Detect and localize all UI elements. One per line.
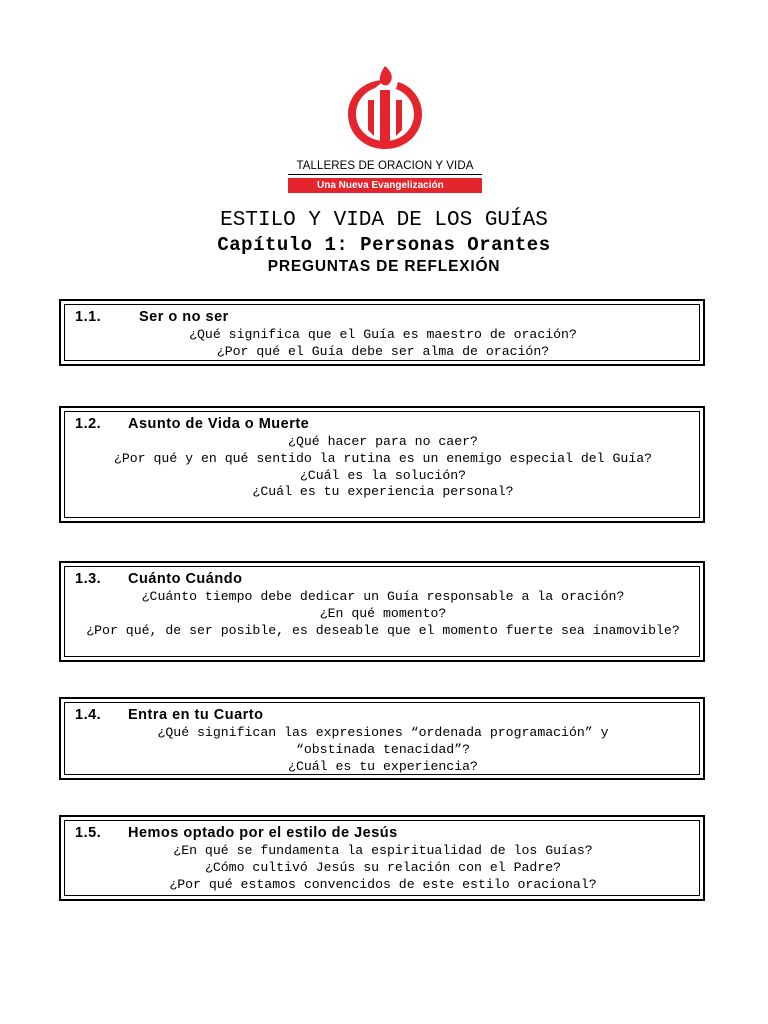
section-number: 1.5.: [75, 825, 102, 841]
section-title: Hemos optado por el estilo de Jesús: [128, 825, 398, 841]
question-list: [75, 843, 691, 893]
question-list: [75, 434, 691, 501]
question-item: ¿En qué momento?: [319, 605, 447, 621]
section-heading: [75, 309, 691, 326]
question-item: ¿Cómo cultivó Jesús su relación con el Padre?: [204, 859, 562, 875]
question-list: [75, 589, 691, 639]
question-item: ¿Por qué el Guía debe ser alma de oración?: [216, 343, 550, 359]
section-heading: [75, 571, 691, 588]
document-header: [0, 208, 768, 277]
logo-tagline: Una Nueva Evangelización: [288, 178, 482, 193]
flame-cross-emblem-icon: [288, 66, 482, 158]
question-item: ¿Qué hacer para no caer?: [288, 434, 478, 449]
question-item: ¿Qué significan las expresiones “ordenada programación” y “obstinada tenacidad”?: [157, 725, 609, 757]
question-box-1-1: [59, 299, 705, 366]
question-item: ¿Cuánto tiempo debe dedicar un Guía responsable a la oración?: [141, 589, 625, 604]
document-title: ESTILO Y VIDA DE LOS GUÍAS: [220, 209, 548, 232]
question-box-1-3: [59, 561, 705, 662]
section-title: Cuánto Cuándo: [128, 571, 243, 587]
question-box-1-2: [59, 406, 705, 523]
section-title: Ser o no ser: [139, 309, 229, 325]
question-list: [75, 725, 691, 775]
logo-name: TALLERES DE ORACION Y VIDA: [296, 160, 474, 172]
section-heading: [75, 707, 691, 724]
logo: [288, 66, 482, 196]
section-number: 1.3.: [75, 571, 102, 587]
section-heading: [75, 825, 691, 842]
question-box-1-5: [59, 815, 705, 901]
section-title: Asunto de Vida o Muerte: [128, 416, 310, 432]
question-item: ¿Cuál es tu experiencia personal?: [252, 484, 514, 500]
section-number: 1.4.: [75, 707, 102, 723]
question-item: ¿Por qué, de ser posible, es deseable que el momento fuerte sea inamovible?: [86, 622, 680, 638]
question-item: ¿Por qué y en qué sentido la rutina es un enemigo especial del Guía?: [113, 450, 653, 466]
section-title: Entra en tu Cuarto: [128, 707, 264, 723]
logo-divider: [288, 174, 482, 175]
section-heading: [75, 416, 691, 433]
question-item: ¿Cuál es la solución?: [299, 467, 467, 483]
chapter-title: Capítulo 1: Personas Orantes: [217, 234, 551, 256]
document-subtitle: PREGUNTAS DE REFLEXIÓN: [267, 258, 501, 275]
section-number: 1.2.: [75, 416, 102, 432]
question-item: ¿En qué se fundamenta la espiritualidad de los Guías?: [173, 843, 593, 858]
question-item: ¿Cuál es tu experiencia?: [288, 758, 478, 774]
question-item: ¿Por qué estamos convencidos de este estilo oracional?: [169, 876, 597, 892]
question-box-1-4: [59, 697, 705, 780]
question-item: ¿Qué significa que el Guía es maestro de oración?: [189, 327, 577, 342]
section-number: 1.1.: [75, 309, 102, 325]
question-list: [75, 327, 691, 361]
